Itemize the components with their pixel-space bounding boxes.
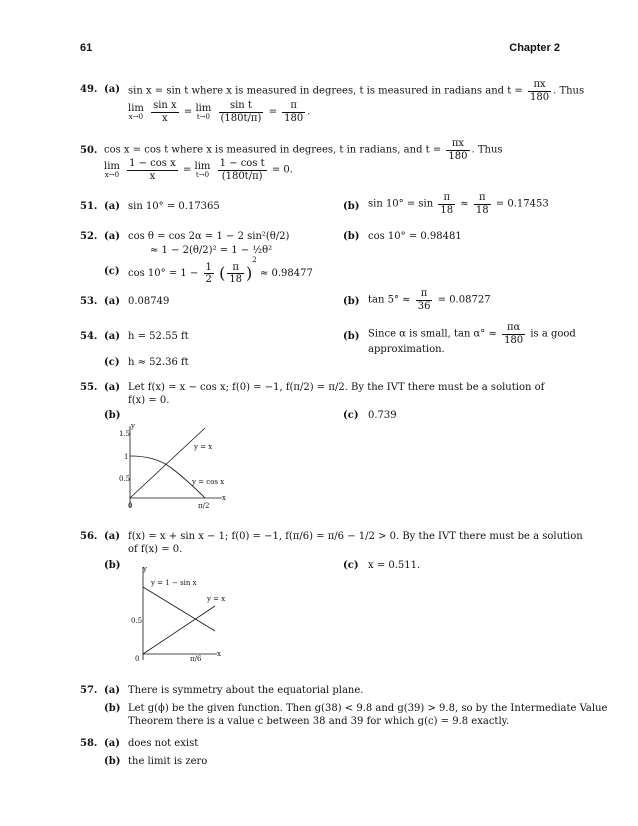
graph-56-label-line: y = x <box>207 595 226 603</box>
graph-55 <box>110 420 240 515</box>
problem-52-c-text: cos 10° = 1 − $\frac{1}{2}$ ( $\frac{\pi}{18}$ )$^2$ ≈ 0.98477 <box>128 256 313 285</box>
problem-55-part-a: (a) <box>104 382 120 393</box>
problem-54-c-text: h ≈ 52.36 ft <box>128 357 189 368</box>
problem-57-b-line2: Theorem there is a value c between 38 and 39 for which g(c) = 9.8 exactly. <box>128 716 510 727</box>
problem-57-a-text: There is symmetry about the equatorial plane. <box>128 685 364 696</box>
problem-52-a-line2: ≈ 1 − 2(θ/2)² = 1 − ½θ² <box>150 245 273 256</box>
problem-49-part-a: (a) <box>104 84 120 95</box>
graph-56-curve-1-minus-sin <box>143 587 215 631</box>
problem-57-number: 57. <box>80 685 98 696</box>
graph-56-y-label: y <box>143 565 147 573</box>
problem-52-part-a: (a) <box>104 231 120 242</box>
graph-56-xtick: π/6 <box>190 655 202 663</box>
problem-53-b-text: tan 5° ≈ $\frac{\pi}{36}$ = 0.08727 <box>368 288 491 312</box>
problem-54-number: 54. <box>80 331 98 342</box>
problem-55-part-c: (c) <box>343 410 359 421</box>
problem-49-line1: sin x = sin t where x is measured in degrees, t is measured in radians and t = $\frac{\pi x}{180}$ . Thus <box>128 79 585 103</box>
graph-55-label-curve: y = cos x <box>192 478 225 486</box>
graph-55-ytick-1-5: 1.5 <box>119 430 131 438</box>
problem-58-b-text: the limit is zero <box>128 756 208 767</box>
problem-49-limit: lim x→0 $\frac{\text{sin x}}{x}$ = lim t→0 $\frac{\text{sin t}}{(180t/\pi)}$ = $\frac{\pi}{180}$ . <box>128 100 311 124</box>
problem-51-b-text: sin 10° = sin $\frac{\pi}{18}$ ≈ $\frac{\pi}{18}$ = 0.17453 <box>368 192 549 216</box>
problem-53-part-b: (b) <box>343 296 360 307</box>
problem-51-part-b: (b) <box>343 201 360 212</box>
problem-55-c-text: 0.739 <box>368 410 397 421</box>
problem-54-part-a: (a) <box>104 331 120 342</box>
graph-56-ytick-0: 0 <box>135 655 140 663</box>
graph-56-label-curve: y = 1 − sin x <box>151 579 197 587</box>
problem-57-b-line1: Let g(ϕ) be the given function. Then g(38) < 9.8 and g(39) > 9.8, so by the Intermediate Value <box>128 703 608 714</box>
problem-51-a-text: sin 10° = 0.17365 <box>128 201 220 212</box>
problem-55-a-line1: Let f(x) = x − cos x; f(0) = −1, f(π/2) = π/2. By the IVT there must be a solution of <box>128 382 545 393</box>
problem-52-number: 52. <box>80 231 98 242</box>
problem-56-c-text: x = 0.511. <box>368 560 421 571</box>
chapter-title: Chapter 2 <box>509 42 560 54</box>
problem-51-number: 51. <box>80 201 98 212</box>
problem-49-number: 49. <box>80 84 98 95</box>
problem-56-part-c: (c) <box>343 560 359 571</box>
problem-54-a-text: h = 52.55 ft <box>128 331 189 342</box>
problem-54-b-line2: approximation. <box>368 344 445 355</box>
graph-56 <box>125 565 235 667</box>
problem-56-a-line2: of f(x) = 0. <box>128 544 183 555</box>
graph-56-line-y-eq-x <box>143 606 215 654</box>
graph-55-curve-cos <box>130 456 205 498</box>
problem-50-line1: cos x = cos t where x is measured in degrees, t in radians, and t = $\frac{\pi x}{180}$ . Thus <box>104 138 503 162</box>
problem-55-part-b: (b) <box>104 410 121 421</box>
graph-56-ytick-0-5: 0.5 <box>131 617 143 625</box>
problem-58-a-text: does not exist <box>128 738 199 749</box>
graph-55-ytick-1: 1 <box>124 453 129 461</box>
graph-55-ytick-0-5: 0.5 <box>119 475 131 483</box>
problem-53-part-a: (a) <box>104 296 120 307</box>
graph-55-xtick: π/2 <box>198 502 210 510</box>
problem-52-part-c: (c) <box>104 266 120 277</box>
graph-55-label-line: y = x <box>194 443 213 451</box>
problem-58-part-a: (a) <box>104 738 120 749</box>
graph-56-x-label: x <box>217 650 221 658</box>
problem-54-part-b: (b) <box>343 331 360 342</box>
problem-50-number: 50. <box>80 145 98 156</box>
graph-55-y-label: y <box>131 422 135 430</box>
problem-52-a-line1: cos θ = cos 2α = 1 − 2 sin²(θ/2) <box>128 231 290 242</box>
problem-52-part-b: (b) <box>343 231 360 242</box>
problem-50-limit: lim x→0 $\frac{\text{1 − cos x}}{x}$ = lim t→0 $\frac{\text{1 − cos t}}{(180t/\pi)}$ = 0. <box>104 158 293 182</box>
problem-56-part-a: (a) <box>104 531 120 542</box>
graph-55-x-label: x <box>222 494 226 502</box>
graph-55-ytick-0: 0 <box>128 502 133 510</box>
problem-58-part-b: (b) <box>104 756 121 767</box>
problem-58-number: 58. <box>80 738 98 749</box>
problem-51-part-a: (a) <box>104 201 120 212</box>
problem-55-a-line2: f(x) = 0. <box>128 395 170 406</box>
problem-56-number: 56. <box>80 531 98 542</box>
problem-56-a-line1: f(x) = x + sin x − 1; f(0) = −1, f(π/6) = π/6 − 1/2 > 0. By the IVT there must be a solution <box>128 531 583 542</box>
problem-53-a-text: 0.08749 <box>128 296 170 307</box>
problem-55-number: 55. <box>80 382 98 393</box>
page-number: 61 <box>80 42 93 54</box>
problem-56-part-b: (b) <box>104 560 121 571</box>
problem-57-part-a: (a) <box>104 685 120 696</box>
problem-53-number: 53. <box>80 296 98 307</box>
problem-54-part-c: (c) <box>104 357 120 368</box>
problem-54-b-text: Since α is small, tan α° ≈ $\frac{\pi\alpha}{180}$ is a good <box>368 322 576 346</box>
problem-52-b-text: cos 10° = 0.98481 <box>368 231 462 242</box>
problem-57-part-b: (b) <box>104 703 121 714</box>
